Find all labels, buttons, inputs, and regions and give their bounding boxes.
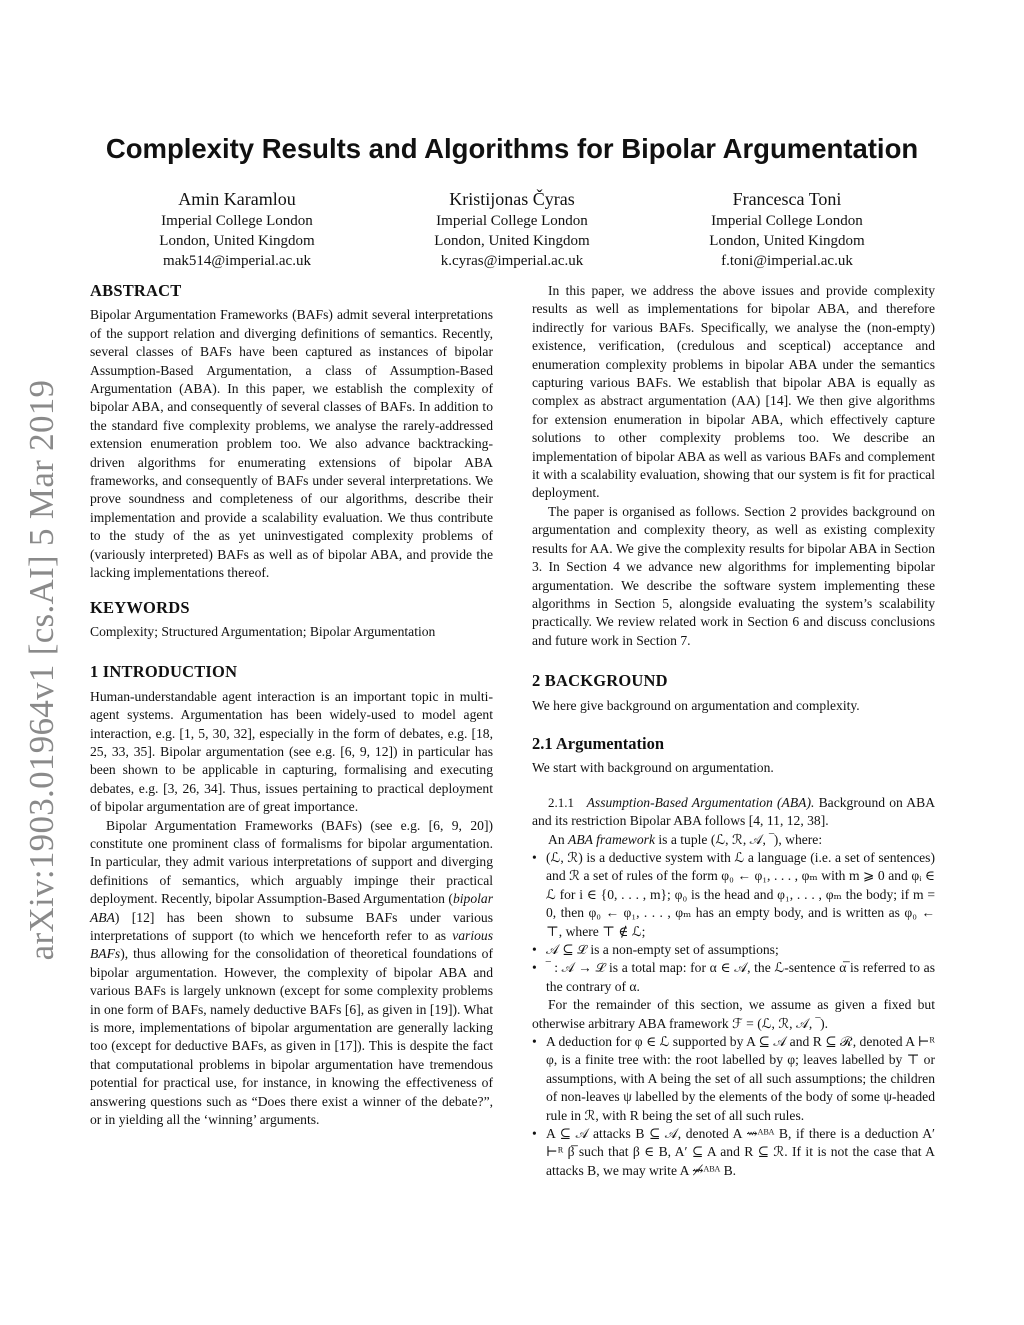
aba-definition-list <box>532 849 935 996</box>
paper-title: Complexity Results and Algorithms for Bipolar Argumentation <box>105 133 919 164</box>
background-text: We here give background on argumentation and complexity. <box>532 697 860 713</box>
author-location: London, United Kingdom <box>159 233 315 249</box>
abstract-text: Bipolar Argumentation Frameworks (BAFs) admit several interpretations of the support relation and diverging definitions of semantics. Recently, several classes of BAFs have been captured as instances of bipolar Assumption-Based Argumentation, a class of Assumption-Based Argumentation (ABA). In this paper, we establish the complexity of bipolar ABA, and consequently of several classes of BAFs. In addition to the standard five complexity problems, we analyse the rarely-addressed extension enumeration problem too. We also advance backtracking-driven algorithms for enumerating extensions of bipolar ABA frameworks, and consequently of BAFs under several interpretations. We prove soundness and completeness of our algorithms, describe their implementation and provide a scalability evaluation. We thus contribute to the study of the as yet uninvestigated complexity problems of (variously interpreted) BAFs as well as of bipolar ABA, and provide the lacking implementations thereof. <box>90 307 493 581</box>
background-heading: 2 BACKGROUND <box>532 671 668 691</box>
author-name: Amin Karamlou <box>178 189 296 209</box>
author-affiliation: Imperial College London <box>161 213 313 229</box>
aba-definition-intro: An ABA framework is a tuple (ℒ, ℛ, 𝒜, ‾), where: <box>548 831 823 847</box>
intro-paragraph-3: In this paper, we address the above issues and provide complexity results as well as implementations for bipolar ABA, and therefore indirectly for various BAFs. Specifically, we analyse the (non-empty) existence, verification, (credulous and sceptical) acceptance and enumeration complexity problems in bipolar ABA under the semantics capturing various BAFs. We establish that bipolar ABA is equally as complex as abstract argumentation (AA) [14]. We then give algorithms for extension enumeration in bipolar ABA, which effectively capture solutions to other complexity problems too. We describe an implementation of bipolar ABA as well as various BAFs and complement it with a scalability evaluation, showing that our system is fit for practical deployment. <box>532 283 935 501</box>
deduction-list <box>532 1033 935 1180</box>
author-email: f.toni@imperial.ac.uk <box>721 253 853 269</box>
author-affiliation: Imperial College London <box>711 213 863 229</box>
author-email: mak514@imperial.ac.uk <box>163 253 311 269</box>
intro-paragraph-4: The paper is organised as follows. Section 2 provides background on argumentation and complexity theory, as well as existing complexity results for AA. We give the complexity results for bipolar ABA in Section 3. In Section 4 we advance new algorithms for implementing bipolar argumentation. We describe the software system implementing these algorithms in Section 5, alongside evaluating the system’s scalability practically. We review related work in Section 6 and discuss conclusions and future work in Section 7. <box>532 503 935 648</box>
abstract-heading: ABSTRACT <box>90 281 182 300</box>
aba-subsection: 2.1.1 Assumption-Based Argumentation (ABA). Background on ABA and its restriction Bipolar ABA follows [4, 11, 12, 38]. <box>532 794 936 829</box>
author-email: k.cyras@imperial.ac.uk <box>440 253 584 269</box>
list-item: • A deduction for φ ∈ ℒ supported by A ⊆ 𝒜 and R ⊆ ℛ, denoted A ⊢ᴿ φ, is a finite tree with: the root labelled by φ; leaves labelled by ⊤ or assumptions, with A being the set of all such assumptions; the children of non-leaves ψ labelled by the elements of the body of some ψ-headed rule in ℛ, with R being the set of all such rules. <box>532 1033 935 1125</box>
argumentation-text: We start with background on argumentation. <box>532 760 774 776</box>
author-3 <box>650 187 924 271</box>
arxiv-stamp <box>22 370 62 970</box>
author-affiliation: Imperial College London <box>436 213 588 229</box>
list-item: • A ⊆ 𝒜 attacks B ⊆ 𝒜, denoted A ⇝ᴬᴮᴬ B, if there is a deduction A′ ⊢ᴿ β̅ such that β ∈ B, A′ ⊆ A and R ⊆ ℛ. If it is not the case that A attacks B, we may write A ⇝̸ᴬᴮᴬ B. <box>532 1125 935 1180</box>
intro-heading: 1 INTRODUCTION <box>90 662 238 682</box>
author-name: Francesca Toni <box>732 189 842 209</box>
author-2 <box>375 187 649 271</box>
author-location: London, United Kingdom <box>434 233 590 249</box>
intro-paragraph-1: Human-understandable agent interaction is an important topic in multi-agent systems. Argumentation has been widely-used to model agent interaction, e.g. [1, 5, 30, 32], especially in the form of debates, e.g. [18, 25, 33, 35]. Bipolar argumentation (see e.g. [6, 9, 12]) in particular has been shown to be applicable in capturing, formalising and executing debates, e.g. [3, 26, 34]. Thus, issues pertaining to practical deployment of bipolar argumentation are of great importance. <box>90 688 493 815</box>
remainder-text: For the remainder of this section, we assume as given a fixed but otherwise arbitrary ABA framework ℱ = (ℒ, ℛ, 𝒜, ‾). <box>532 997 935 1031</box>
list-item: • ‾ : 𝒜 → ℒ is a total map: for α ∈ 𝒜, the ℒ-sentence α̅ is referred to as the contrary of α. <box>532 959 935 996</box>
left-column <box>90 282 493 1129</box>
author-1 <box>100 187 374 271</box>
author-name: Kristijonas Čyras <box>449 189 575 209</box>
list-item: • (ℒ, ℛ) is a deductive system with ℒ a language (i.e. a set of sentences) and ℛ a set of rules of the form φ₀ ← φ₁, . . . , φₘ with m ⩾ 0 and φᵢ ∈ ℒ for i ∈ {0, . . . , m}; φ₀ is the head and φ₁, . . . , φₘ the body; if m = 0, then φ₀ ← φ₁, . . . , φₘ has an empty body, and is written as φ₀ ← ⊤, where ⊤ ∉ ℒ; <box>532 849 935 941</box>
arxiv-id: arXiv:1903.01964v1 [cs.AI] 5 Mar 2019 <box>22 379 61 961</box>
keywords-text: Complexity; Structured Argumentation; Bipolar Argumentation <box>90 623 436 639</box>
keywords-heading: KEYWORDS <box>90 597 190 617</box>
argumentation-heading: 2.1 Argumentation <box>532 733 664 753</box>
right-column <box>532 282 935 1180</box>
intro-paragraph-2: Bipolar Argumentation Frameworks (BAFs) (see e.g. [6, 9, 20]) constitute one prominent class of formalisms for bipolar argumentation. In particular, they admit various interpretations of support and diverging definitions of semantics, which arguably impinge their practical deployment. Recently, bipolar Assumption-Based Argumentation (bipolar ABA) [12] has been shown to subsume BAFs under various interpretations of support (to which we henceforth refer to as various BAFs), thus allowing for the consolidation of theoretical foundations of bipolar argumentation. However, the complexity of bipolar ABA and various BAFs is largely unknown (except for some complexity problems in one form of BAFs, namely deductive BAFs [6], as given in [19]). What is more, implementations of bipolar argumentation are generally lacking too (except for deductive BAFs, as given in [17]). This is despite the fact that computational problems in bipolar argumentation have tremendous potential for practical use, for instance, in knowing the effectiveness of answering questions such as “Does there exist a winner of the debate?”, or in yielding all the ‘winning’ arguments. <box>90 817 493 1128</box>
author-location: London, United Kingdom <box>709 233 865 249</box>
list-item: • 𝒜 ⊆ ℒ is a non-empty set of assumptions; <box>532 941 935 959</box>
author-block <box>100 187 924 271</box>
